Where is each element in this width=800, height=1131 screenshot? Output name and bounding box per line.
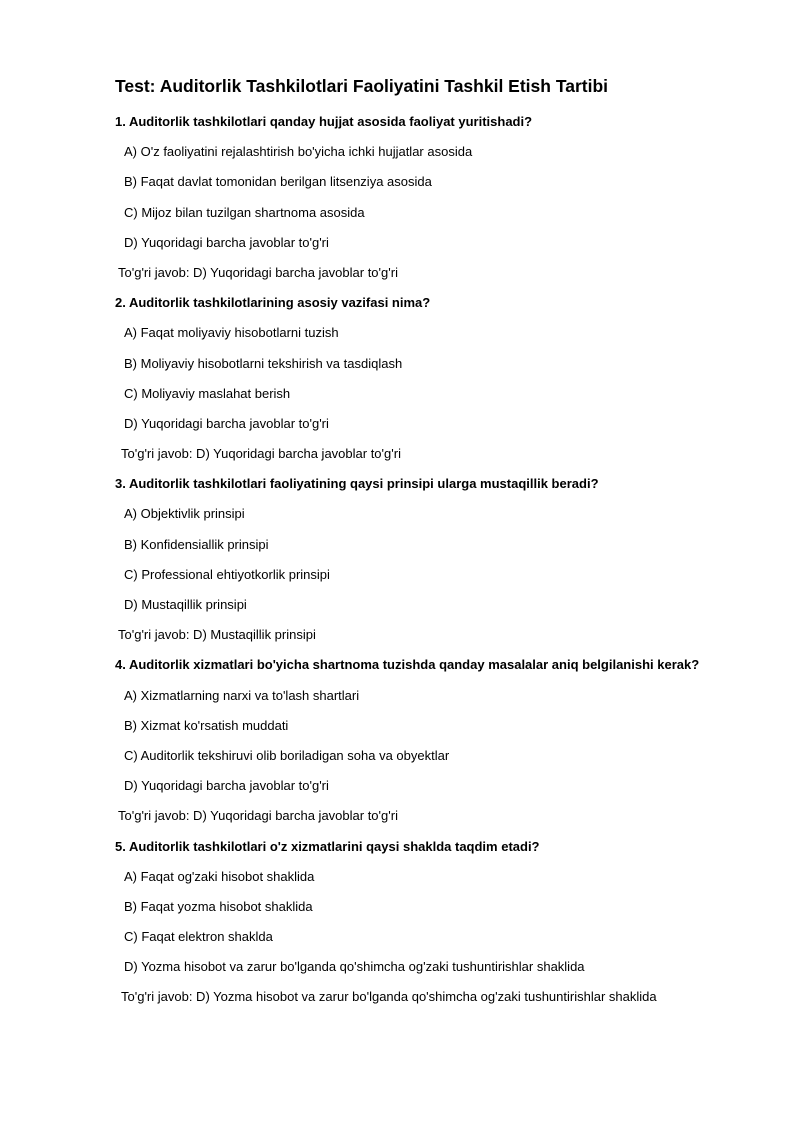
option-c: C) Professional ehtiyotkorlik prinsipi: [124, 566, 330, 582]
option-d: D) Mustaqillik prinsipi: [124, 597, 247, 612]
correct-answer: To'g'ri javob: D) Yuqoridagi barcha javoblar to'g'ri: [118, 808, 398, 824]
question-block-3: [0, 471, 800, 652]
option-c: C) Faqat elektron shaklda: [124, 929, 273, 945]
correct-answer: To'g'ri javob: D) Yuqoridagi barcha javoblar to'g'ri: [121, 446, 401, 462]
question-block-2: [0, 290, 800, 471]
option-b: B) Faqat davlat tomonidan berilgan litsenziya asosida: [124, 174, 432, 190]
option-b: B) Konfidensiallik prinsipi: [124, 536, 269, 552]
option-c: C) Moliyaviy maslahat berish: [124, 385, 291, 401]
option-b: B) Moliyaviy hisobotlarni tekshirish va tasdiqlash: [124, 355, 403, 371]
document-title: Test: Auditorlik Tashkilotlari Faoliyatini Tashkil Etish Tartibi: [115, 76, 608, 96]
question-block-4: [0, 652, 800, 833]
option-a: A) Xizmatlarning narxi va to'lash shartlari: [124, 687, 360, 703]
option-a: A) Faqat moliyaviy hisobotlarni tuzish: [124, 325, 339, 341]
question-text: 5. Auditorlik tashkilotlari o'z xizmatlarini qaysi shaklda taqdim etadi?: [115, 838, 540, 854]
option-d: D) Yozma hisobot va zarur bo'lganda qo'shimcha og'zaki tushuntirishlar shaklida: [124, 959, 585, 975]
question-block-1: [0, 109, 800, 290]
correct-answer: To'g'ri javob: D) Mustaqillik prinsipi: [118, 627, 316, 643]
option-d: D) Yuqoridagi barcha javoblar to'g'ri: [124, 778, 329, 794]
question-list: [0, 109, 800, 1015]
question-text: 1. Auditorlik tashkilotlari qanday hujjat asosida faoliyat yuritishadi?: [115, 114, 533, 129]
correct-answer: To'g'ri javob: D) Yozma hisobot va zarur bo'lganda qo'shimcha og'zaki tushuntirishlar shaklida: [121, 989, 657, 1005]
question-text: 2. Auditorlik tashkilotlarining asosiy vazifasi nima?: [115, 295, 431, 311]
option-a: A) O'z faoliyatini rejalashtirish bo'yicha ichki hujjatlar asosida: [124, 144, 473, 160]
question-block-5: [0, 834, 800, 1015]
option-d: D) Yuqoridagi barcha javoblar to'g'ri: [124, 234, 329, 250]
correct-answer: To'g'ri javob: D) Yuqoridagi barcha javoblar to'g'ri: [118, 264, 398, 280]
question-text: 4. Auditorlik xizmatlari bo'yicha shartnoma tuzishda qanday masalalar aniq belgilanishi kerak?: [115, 657, 700, 673]
option-a: A) Objektivlik prinsipi: [124, 506, 245, 522]
option-d: D) Yuqoridagi barcha javoblar to'g'ri: [124, 415, 329, 431]
option-a: A) Faqat og'zaki hisobot shaklida: [124, 868, 315, 884]
option-b: B) Faqat yozma hisobot shaklida: [124, 898, 313, 914]
option-b: B) Xizmat ko'rsatish muddati: [124, 717, 289, 733]
question-text: 3. Auditorlik tashkilotlari faoliyatining qaysi prinsipi ularga mustaqillik beradi?: [115, 476, 599, 492]
option-c: C) Mijoz bilan tuzilgan shartnoma asosida: [124, 204, 365, 220]
option-c: C) Auditorlik tekshiruvi olib boriladigan soha va obyektlar: [124, 747, 450, 763]
